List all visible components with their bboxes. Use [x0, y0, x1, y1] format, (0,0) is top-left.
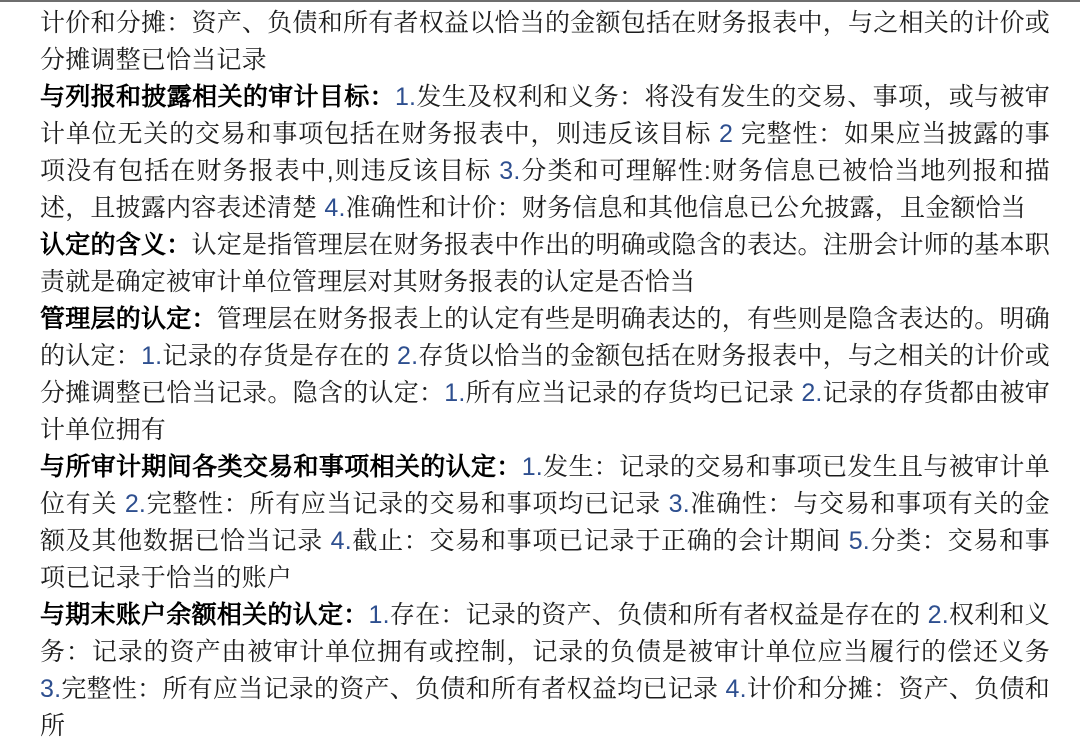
text-segment: 准确性：与交易和事项有关的金额及其他数据已恰当记录	[40, 490, 1050, 555]
text-segment: 计价和分摊：资产、负债和所有者权益以恰当的金额包括在财务报表中，与之相关的计价或分摊调整已恰当记录	[40, 9, 1050, 74]
text-segment: 截止：交易和事项已记录于正确的会计期间	[351, 527, 849, 555]
paragraph	[40, 597, 1050, 745]
list-number: 3.	[40, 675, 62, 703]
list-number: 2.	[801, 379, 823, 407]
list-number: 4.	[324, 194, 346, 222]
text-segment: 准确性和计价：财务信息和其他信息已公允披露，且金额恰当	[345, 194, 1027, 222]
text-segment: 计价和分摊：资产、负债和所	[40, 675, 1050, 740]
text-segment: 所有应当记录的存货均已记录	[465, 379, 802, 407]
list-number: 2.	[397, 342, 419, 370]
text-segment: 存在：记录的资产、负债和所有者权益是存在的	[389, 601, 928, 629]
text-segment: 存货以恰当的金额包括在财务报表中，与之相关的计价或分摊调整已恰当记录。隐含的认定：	[40, 342, 1050, 407]
text-segment: 权利和义务：记录的资产由被审计单位拥有或控制，记录的负债是被审计单位应当履行的偿还义务	[40, 601, 1050, 666]
list-number: 2	[718, 120, 741, 148]
text-segment: 完整性：所有应当记录的资产、负债和所有者权益均已记录	[61, 675, 726, 703]
list-number: 3.	[499, 157, 521, 185]
text-segment: 认定是指管理层在财务报表中作出的明确或隐含的表达。注册会计师的基本职责就是确定被审计单位管理层对其财务报表的认定是否恰当	[40, 231, 1050, 296]
text-segment: 完整性：如果应当披露的事项没有包括在财务报表中,则违反该目标	[40, 120, 1050, 185]
paragraph	[40, 5, 1050, 79]
list-number: 1.	[521, 453, 543, 481]
paragraph	[40, 301, 1050, 449]
section-heading: 认定的含义：	[40, 231, 192, 259]
text-segment: 完整性：所有应当记录的交易和事项均已记录	[146, 490, 669, 518]
list-number: 4.	[330, 527, 352, 555]
list-number: 5.	[848, 527, 870, 555]
section-heading: 与所审计期间各类交易和事项相关的认定：	[40, 453, 522, 481]
text-segment: 记录的存货都由被审计单位拥有	[40, 379, 1050, 444]
text-segment: 记录的存货是存在的	[162, 342, 398, 370]
list-number: 1.	[394, 83, 417, 111]
text-segment: 分类：交易和事项已记录于恰当的账户	[40, 527, 1050, 592]
text-segment: 发生：记录的交易和事项已发生且与被审计单位有关	[40, 453, 1050, 518]
section-heading: 与列报和披露相关的审计目标：	[40, 83, 395, 111]
list-number: 3.	[668, 490, 690, 518]
paragraph	[40, 79, 1050, 227]
paragraph	[40, 227, 1050, 301]
text-segment: 分类和可理解性:财务信息已被恰当地列报和描述，且披露内容表述清楚	[40, 157, 1050, 222]
list-number: 2.	[927, 601, 949, 629]
content-paragraphs	[0, 2, 1080, 740]
section-heading: 与期末账户余额相关的认定：	[40, 601, 369, 629]
section-heading: 管理层的认定：	[40, 305, 217, 333]
list-number: 1.	[368, 601, 390, 629]
list-number: 2.	[124, 490, 147, 518]
list-number: 1.	[141, 342, 163, 370]
paragraph	[40, 449, 1050, 597]
text-segment: 管理层在财务报表上的认定有些是明确表达的，有些则是隐含表达的。明确的认定：	[40, 305, 1050, 370]
text-segment: 发生及权利和义务：将没有发生的交易、事项，或与被审计单位无关的交易和事项包括在财务报表中，则违反该目标	[40, 83, 1050, 148]
list-number: 1.	[444, 379, 466, 407]
list-number: 4.	[725, 675, 747, 703]
